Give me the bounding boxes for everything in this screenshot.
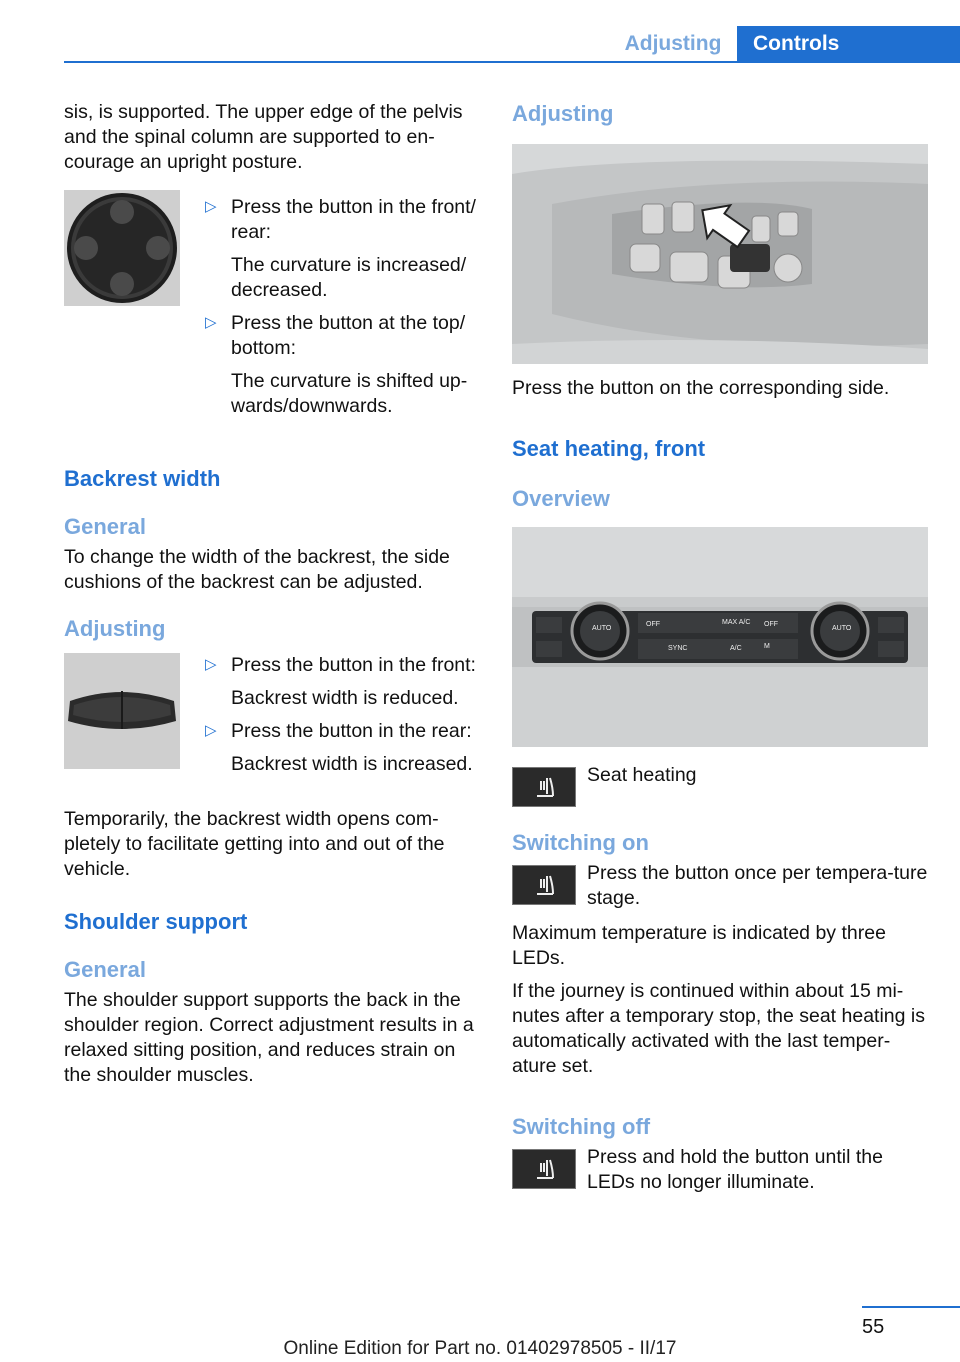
lumbar-result: The curvature is shifted up‐wards/downwards.: [231, 370, 468, 417]
shoulder-general-heading: General: [64, 957, 146, 982]
width-item: [195, 719, 482, 777]
climate-sync-label: SYNC: [668, 645, 688, 652]
temporarily-text: Temporarily, the backrest width opens com‐pletely to facilitate getting into and out of the vehicle.: [64, 808, 445, 880]
seat-adjusting-heading: Adjusting: [512, 101, 614, 126]
backrest-adjusting-heading: Adjusting: [64, 616, 166, 641]
lumbar-action: Press the button at the top/ bottom:: [231, 312, 466, 359]
page-number-rule: [862, 1306, 960, 1308]
switching-off-block: [512, 1146, 930, 1195]
climate-auto-left-label: AUTO: [592, 625, 612, 632]
lumbar-item: [195, 311, 482, 419]
climate-auto-right-label: AUTO: [832, 625, 852, 632]
bullet-marker: ▷: [205, 314, 217, 331]
climate-panel-image: [512, 527, 928, 747]
backrest-width-heading: Backrest width: [64, 466, 221, 491]
left-column: [64, 100, 482, 1088]
backrest-general-text: To change the width of the backrest, the side cushions of the backrest can be adjusted.: [64, 546, 450, 593]
header-chapter-tab[interactable]: Controls: [737, 26, 960, 61]
backrest-general-heading: General: [64, 514, 146, 539]
lumbar-action: Press the button in the front/ rear:: [231, 196, 476, 243]
shoulder-support-heading: Shoulder support: [64, 909, 248, 934]
bullet-marker: ▷: [205, 198, 217, 215]
right-column: [512, 100, 930, 1195]
lumbar-result: The curvature is increased/ decreased.: [231, 254, 467, 301]
width-list: [195, 653, 482, 785]
lumbar-button-image: [64, 190, 180, 306]
header-section-tab[interactable]: Adjusting: [611, 26, 735, 61]
seat-heating-icon: [512, 865, 576, 905]
seat-heating-label: Seat heating: [587, 764, 697, 786]
width-action: Press the button in the rear:: [231, 720, 472, 742]
seat-heating-icon: [512, 1149, 576, 1189]
seat-controls-image: [512, 144, 928, 364]
seat-heating-heading: Seat heating, front: [512, 436, 706, 461]
page-number: 55: [862, 1316, 885, 1338]
width-result: Backrest width is reduced.: [231, 687, 459, 709]
lumbar-adjust-block: [64, 195, 482, 427]
switching-off-text: Press and hold the button until the LEDs no longer illuminate.: [587, 1146, 883, 1193]
climate-off-label: OFF: [764, 621, 778, 628]
switching-on-text: Press the button once per tempera‐ture stage.: [587, 862, 928, 909]
width-adjust-block: [64, 653, 482, 785]
journey-text: If the journey is continued within about 15 mi‐nutes after a temporary stop, the seat heating is automatically activated with the last temper‐ature set.: [512, 980, 925, 1077]
header-rule: [64, 61, 960, 63]
switching-off-heading: Switching off: [512, 1114, 651, 1139]
bullet-marker: ▷: [205, 656, 217, 673]
overview-heading: Overview: [512, 486, 610, 511]
climate-off-label: OFF: [646, 621, 660, 628]
lumbar-item: [195, 195, 482, 303]
bullet-marker: ▷: [205, 722, 217, 739]
climate-ac-label: A/C: [730, 645, 742, 652]
width-action: Press the button in the front:: [231, 654, 476, 676]
max-temp-text: Maximum temperature is indicated by three LEDs.: [512, 922, 886, 969]
climate-max-ac-label: MAX A/C: [722, 619, 751, 626]
shoulder-text: The shoulder support supports the back in the shoulder region. Correct adjustment results in a relaxed sitting position, and reduces strain on the shoulder muscles.: [64, 989, 474, 1086]
width-button-image: [64, 653, 180, 769]
intro-paragraph: sis, is supported. The upper edge of the pelvis and the spinal column are supported to en‐courage an upright posture.: [64, 101, 463, 173]
seat-heating-icon: [512, 767, 576, 807]
switching-on-block: [512, 862, 930, 911]
climate-m-label: M: [764, 643, 770, 650]
seat-heating-legend: [512, 764, 930, 807]
lumbar-list: [195, 195, 482, 427]
footer-edition: Online Edition for Part no. 01402978505 - II/17: [283, 1338, 677, 1359]
width-item: [195, 653, 482, 711]
seat-adjusting-text: Press the button on the corresponding side.: [512, 377, 890, 399]
width-result: Backrest width is increased.: [231, 753, 473, 775]
switching-on-heading: Switching on: [512, 830, 649, 855]
